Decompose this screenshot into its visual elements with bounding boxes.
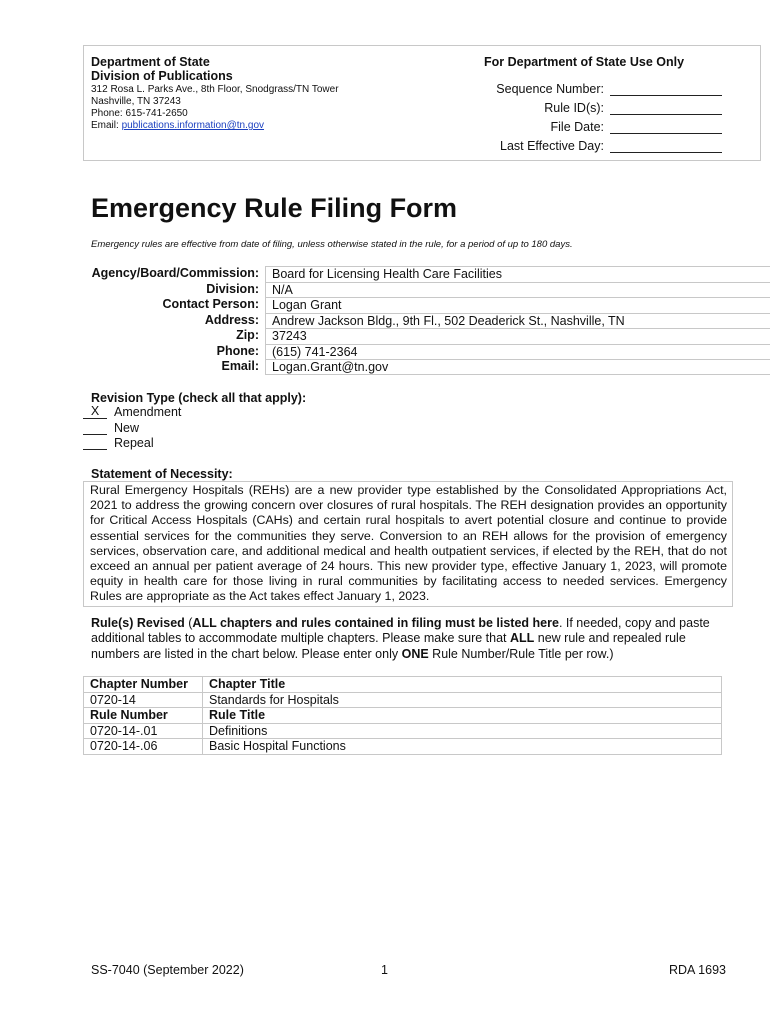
rule-title-cell[interactable]: Basic Hospital Functions (203, 739, 722, 755)
agency-row (83, 282, 770, 298)
sequence-number-field[interactable] (420, 78, 722, 96)
form-id: SS-7040 (September 2022) (91, 963, 244, 977)
option-label: New (114, 421, 140, 435)
division-name: Division of Publications (91, 69, 233, 83)
table-header-row (84, 708, 722, 724)
option-label: Amendment (114, 405, 182, 419)
text-run: new rule and repealed rule numbers are listed in the chart below. Please enter only (91, 631, 686, 661)
department-email (91, 120, 264, 132)
agency-label: Agency/Board/Commission: (83, 266, 266, 282)
agency-label: Contact Person: (83, 297, 266, 313)
chapter-number-cell[interactable]: 0720-14 (84, 692, 203, 708)
option-label: Repeal (114, 436, 154, 450)
rule-number-cell[interactable]: 0720-14-.06 (84, 739, 203, 755)
state-use-heading: For Department of State Use Only (484, 55, 685, 69)
last-effective-day-field[interactable] (420, 135, 722, 153)
page-title: Emergency Rule Filing Form (91, 193, 458, 223)
agency-row (83, 344, 770, 360)
revision-option-new[interactable] (83, 421, 139, 437)
chapter-number-header: Chapter Number (84, 677, 203, 693)
agency-label: Division: (83, 282, 266, 298)
page-subtitle: Emergency rules are effective from date of filing, unless otherwise stated in the rule, for a period of up to 180 days. (91, 239, 573, 250)
field-label: Sequence Number: (496, 82, 604, 96)
agency-label: Phone: (83, 344, 266, 360)
agency-value[interactable]: Board for Licensing Health Care Facilities (266, 266, 770, 282)
text-run: ONE (401, 646, 429, 661)
agency-table (0, 266, 770, 378)
department-phone: Phone: 615-741-2650 (91, 108, 188, 119)
department-name: Department of State (91, 55, 210, 69)
checkbox-mark[interactable] (83, 436, 107, 450)
necessity-text[interactable]: Rural Emergency Hospitals (REHs) are a new provider type established by the Consolidated Appropriations Act, 2021 to address the growing concern over closures of rural hospitals. The REH designation provides an opportunity for Critical Access Hospitals (CAHs) and certain rural hospitals to avert potential closure and continue to provide essential services for the communities they serve. Conversion to an REH allows for the provision of emergency services, observation care, and additional medical and health outpatient services, if elected by the REH, that do not exceed an annual per patient average of 24 hours. This new provider type, effective January 1, 2023, will promote equity in health care for those living in rural communities by facilitating access to needed services. Emergency Rules are appropriate as the Act takes effect January 1, 2023. (83, 481, 733, 607)
rule-number-header: Rule Number (84, 708, 203, 724)
agency-label: Zip: (83, 328, 266, 344)
revision-type-heading: Revision Type (check all that apply): (91, 391, 307, 405)
checkbox-mark[interactable]: X (83, 405, 107, 419)
agency-value[interactable]: Andrew Jackson Bldg., 9th Fl., 502 Deaderick St., Nashville, TN (266, 313, 770, 329)
text-run: . If needed, copy and paste additional tables to accommodate multiple chapters. Please make sure that (91, 616, 710, 646)
agency-row (83, 313, 770, 329)
text-run: chapters and rules contained in filing must be listed here (216, 616, 559, 630)
chapter-title-cell[interactable]: Standards for Hospitals (203, 692, 722, 708)
rules-revised-label: Rule(s) Revised (91, 616, 185, 630)
file-date-field[interactable] (420, 116, 722, 134)
department-city: Nashville, TN 37243 (91, 96, 181, 107)
rda-number: RDA 1693 (669, 963, 726, 977)
field-label: Rule ID(s): (544, 101, 604, 115)
department-address: 312 Rosa L. Parks Ave., 8th Floor, Snodgrass/TN Tower (91, 84, 339, 95)
agency-row (83, 359, 770, 375)
rules-instructions (91, 616, 721, 662)
agency-row (83, 266, 770, 282)
agency-value[interactable]: N/A (266, 282, 770, 298)
field-input-line[interactable] (610, 100, 722, 115)
agency-value[interactable]: (615) 741-2364 (266, 344, 770, 360)
field-input-line[interactable] (610, 138, 722, 153)
text-run: Rule Number/Rule Title per row.) (428, 646, 614, 661)
revision-option-amendment[interactable] (83, 405, 181, 421)
rule-title-cell[interactable]: Definitions (203, 723, 722, 739)
chapter-title-header: Chapter Title (203, 677, 722, 693)
text-run: ALL (192, 616, 217, 630)
rule-ids-field[interactable] (420, 97, 722, 115)
field-label: File Date: (550, 120, 604, 134)
email-link[interactable]: publications.information@tn.gov (121, 120, 265, 131)
agency-row (83, 328, 770, 344)
field-label: Last Effective Day: (500, 139, 604, 153)
revision-option-repeal[interactable] (83, 436, 154, 452)
table-row (84, 723, 722, 739)
agency-row (83, 297, 770, 313)
table-header-row (84, 677, 722, 693)
field-input-line[interactable] (610, 81, 722, 96)
agency-label: Email: (83, 359, 266, 375)
rule-number-cell[interactable]: 0720-14-.01 (84, 723, 203, 739)
checkbox-mark[interactable] (83, 421, 107, 435)
table-row (84, 692, 722, 708)
rule-title-header: Rule Title (203, 708, 722, 724)
agency-value[interactable]: Logan.Grant@tn.gov (266, 359, 770, 375)
rules-table (83, 676, 722, 755)
text-run: ALL (509, 631, 535, 646)
necessity-heading: Statement of Necessity: (91, 467, 233, 481)
text-run: ( (184, 616, 193, 630)
agency-value[interactable]: 37243 (266, 328, 770, 344)
table-row (84, 739, 722, 755)
agency-label: Address: (83, 313, 266, 329)
page-number: 1 (381, 963, 388, 977)
agency-value[interactable]: Logan Grant (266, 297, 770, 313)
email-label: Email: (91, 120, 122, 131)
field-input-line[interactable] (610, 119, 722, 134)
